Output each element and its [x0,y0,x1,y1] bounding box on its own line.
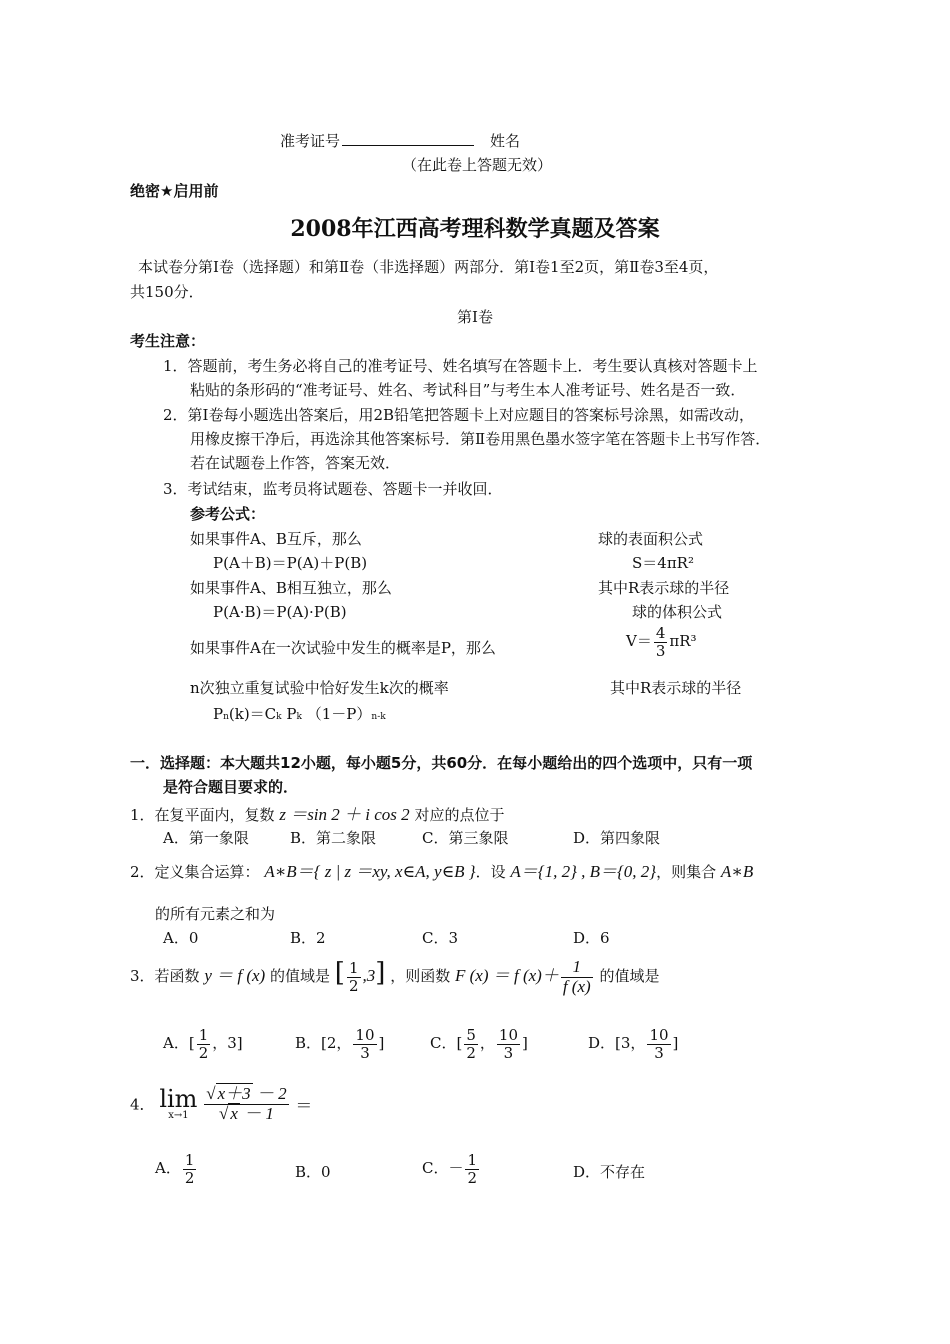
q1-option-d: D．第四象限 [573,829,661,847]
q3-F-den: f (x) [562,976,591,996]
q3-prefix: 3．若函数 [130,967,200,986]
q4-lim-sub: x→1 [168,1110,189,1122]
q3-F: F (x) ＝ f (x)＋ [454,966,559,986]
q2-expr: A∗B＝{ z | z ＝xy, x∈A, y∈B } [264,862,476,881]
q2-mid: ．设 [475,863,506,881]
q4-num-tail: － 2 [256,1084,287,1103]
q3-option-a: A．[ $\frac{1}{2}$ ，3] [163,1026,243,1062]
exam-id-field [280,130,520,151]
q3-interval-end: ,3 [362,966,376,986]
prob-text: 如果事件A在一次试验中发生的概率是P，那么 [190,639,496,657]
q2-option-c: C．3 [422,929,459,947]
surface-formula: S＝4πR² [632,554,694,572]
bernoulli-lhs: P [213,705,224,723]
intro-line-1: 本试卷分第Ⅰ卷（选择题）和第Ⅱ卷（非选择题）两部分．第Ⅰ卷1至2页，第Ⅱ卷3至4页， [138,258,719,276]
section-label: 第Ⅰ卷 [457,308,493,326]
page-title: 2008年江西高考理科数学真题及答案 [290,216,660,242]
q1-option-a: A．第一象限 [163,829,249,847]
exclusive-formula: P(A＋B)＝P(A)＋P(B) [213,554,368,572]
volume-suffix: πR³ [669,632,697,650]
q2-option-d: D．6 [573,929,610,947]
q3-option-d: D．[3， $\frac{10}{3}$ ] [588,1026,679,1062]
q2-option-b: B．2 [290,929,326,947]
q4-option-b: B．0 [295,1163,331,1181]
notice-item-2-line-1: 2．第Ⅰ卷每小题选出答案后，用2B铅笔把答题卡上对应题目的答案标号涂黑，如需改动， [163,406,755,424]
volume-title: 球的体积公式 [632,603,723,621]
q2-option-a: A．0 [163,929,199,947]
bernoulli-tail: （1－P） [306,705,372,723]
q4-option-a: A． $\frac{1}{2}$ [155,1151,195,1187]
radius-note-1: 其中R表示球的半径 [598,579,730,597]
notice-item-2-line-2: 用橡皮擦干净后，再选涂其他答案标号．第Ⅱ卷用黑色墨水签字笔在答题卡上书写作答． [190,430,771,448]
q2-sets: A＝{1, 2} , B＝{0, 2} [510,862,657,881]
independent-text: 如果事件A、B相互独立，那么 [190,579,392,597]
formulas-heading: 参考公式： [190,505,266,523]
volume-den: 3 [655,641,666,660]
notice-heading: 考生注意： [130,332,206,350]
part1-heading-line-1: 一．选择题：本大题共12小题，每小题5分，共60分．在每小题给出的四个选项中，只有一项 [130,754,753,772]
q1-expr: z ＝sin 2 ＋ i cos 2 [279,805,410,824]
bernoulli-text: n次独立重复试验中恰好发生k次的概率 [190,679,449,697]
q1-prefix: 1．在复平面内，复数 [130,806,275,824]
q2-suffix: ，则集合 [656,863,717,881]
q2-expr2: A∗B [720,862,754,881]
notice-item-2-line-3: 若在试题卷上作答，答案无效． [190,454,401,472]
question-4: 4． lim x→1 $\frac{√ x+3 - 2}{√ x - 1}$ ＝ [130,1084,313,1123]
question-2 [130,857,753,882]
q4-num-expr: x＋3 [217,1084,251,1103]
radius-note-2: 其中R表示球的半径 [610,679,742,697]
part1-heading-line-2: 是符合题目要求的． [163,778,299,796]
q2-prefix: 2．定义集合运算： [130,863,260,881]
exam-id-underline [342,131,474,146]
exam-id-label: 准考证号 [280,132,341,150]
q3-F-num: 1 [561,958,593,978]
name-label: 姓名 [490,132,521,150]
bernoulli-rest: (k)＝C [228,705,277,723]
invalid-note: （在此卷上答题无效） [402,156,553,174]
q4-den-expr: x [230,1103,238,1123]
q4-equals: ＝ [295,1096,313,1117]
q1-suffix: 对应的点位于 [414,806,505,824]
intro-line-2: 共150分． [130,283,204,301]
notice-item-1-line-2: 粘贴的条形码的“准考证号、姓名、考试科目”与考生本人准考证号、姓名是否一致． [190,381,746,399]
question-1 [130,800,504,825]
q4-option-d: D．不存在 [573,1163,646,1181]
q4-number: 4． [130,1095,155,1114]
independent-formula: P(A·B)＝P(A)·P(B) [213,603,347,621]
q1-option-b: B．第二象限 [290,829,377,847]
q3-option-b: B．[2， $\frac{10}{3}$ ] [295,1026,385,1062]
surface-title: 球的表面积公式 [598,530,704,548]
notice-item-1-line-1: 1．答题前，考生务必将自己的准考证号、姓名填写在答题卡上．考生要认真核对答题卡上 [163,357,758,375]
q4-den-tail: － 1 [244,1103,274,1123]
volume-formula [626,625,697,659]
q4-lim: lim [159,1085,198,1114]
volume-prefix: V＝ [626,632,652,650]
exclusive-text: 如果事件A、B互斥，那么 [190,530,362,548]
notice-item-3: 3．考试结束，监考员将试题卷、答题卡一并收回． [163,480,503,498]
q3-interval-num: 1 [348,959,359,978]
question-3: 3．若函数 y ＝ f (x) 的值域是 [ $\frac{1}{2}$ ,3] ，则函数 F (x) ＝ f (x)＋ $\frac{1}{f (x)}$ 的值域是 [130,957,660,996]
q1-option-c: C．第三象限 [422,829,509,847]
q3-option-c: C．[ $\frac{5}{2}$ ， $\frac{10}{3}$ ] [430,1026,528,1062]
volume-num: 4 [655,624,666,642]
q3-mid: 的值域是 [270,967,331,986]
q3-mid2: ，则函数 [390,967,451,986]
bernoulli-formula: Pn(k)＝Ck Pk （1－P）n-k [213,705,386,723]
secret-label: 绝密★启用前 [130,182,219,200]
q4-option-c: C．－ $\frac{1}{2}$ [422,1151,478,1187]
q3-interval-den: 2 [348,976,359,995]
q2-line-2: 的所有元素之和为 [155,905,276,923]
q3-func: y ＝ f (x) [204,966,266,986]
q3-suffix: 的值域是 [599,967,660,986]
